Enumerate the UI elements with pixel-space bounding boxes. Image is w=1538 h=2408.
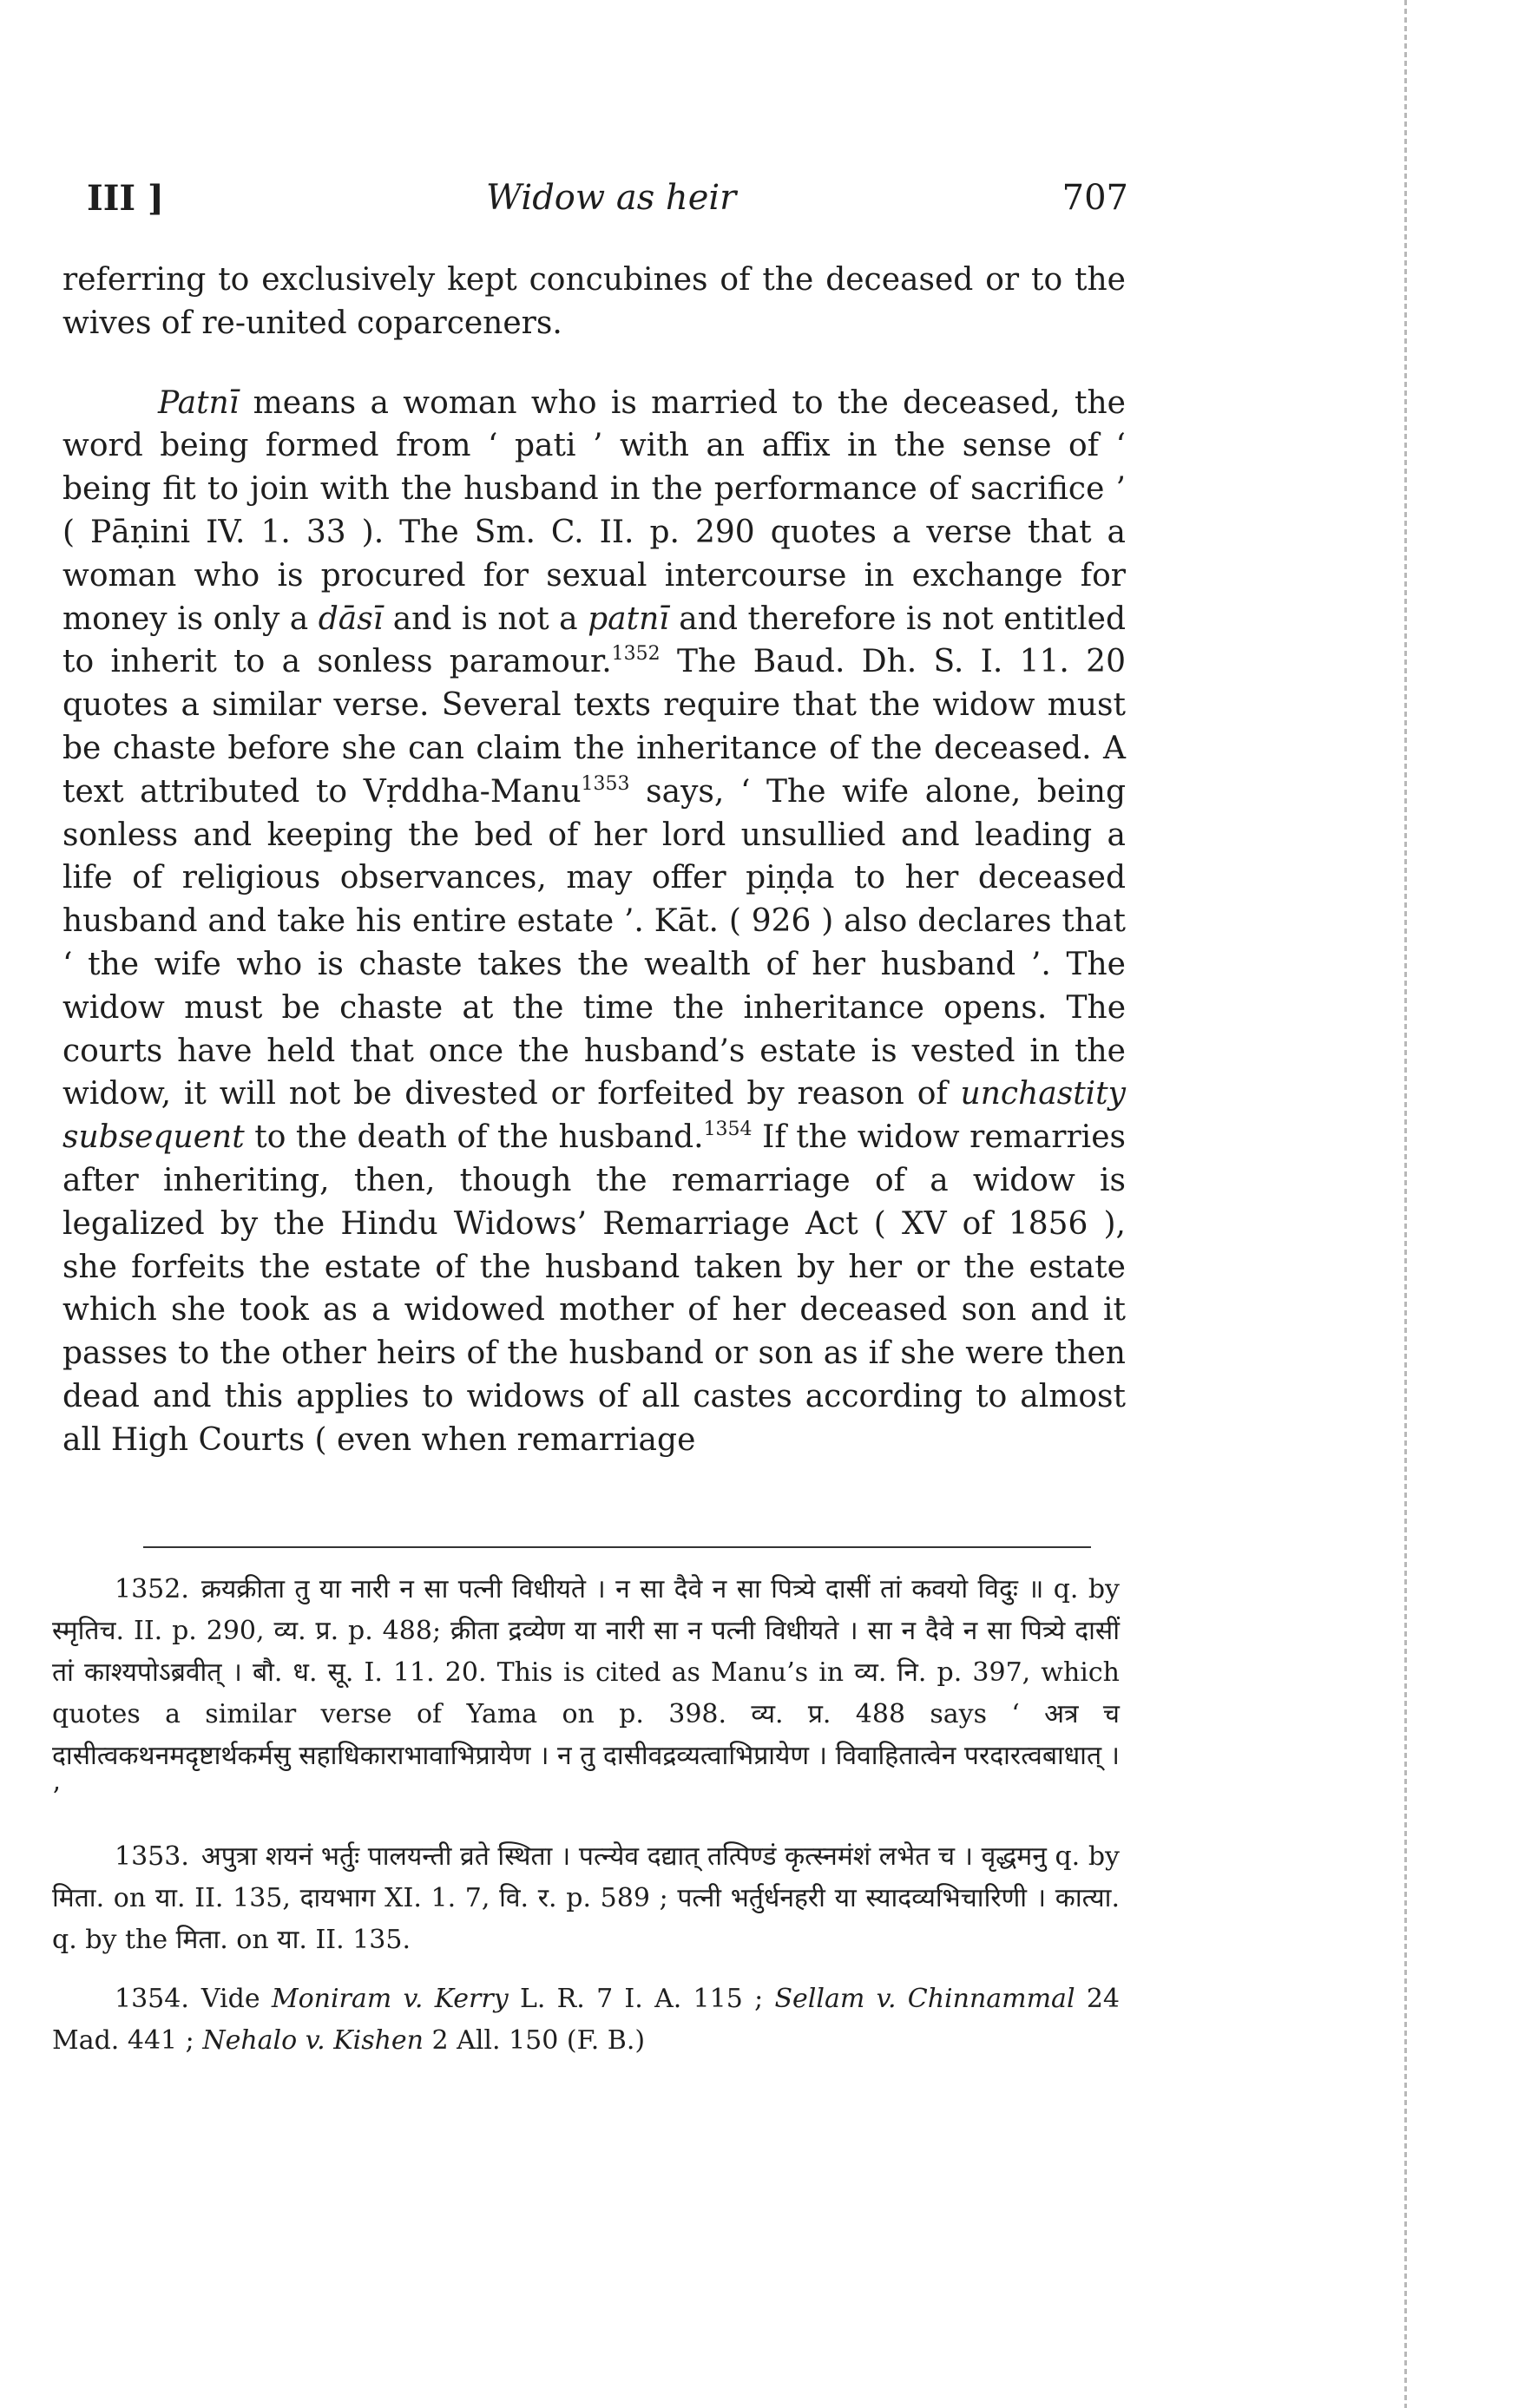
text-run: Vide [200, 1984, 272, 2014]
text-run: L. R. 7 I. A. 115 ; [508, 1984, 775, 2014]
footnote-divider [143, 1546, 1091, 1548]
footnote-1354 [52, 1978, 1120, 2062]
text-run: and therefore is not entitled to inherit to a sonless paramour. [62, 600, 1127, 680]
text-run: The Baud. Dh. S. I. 11. 20 quotes a similar verse. Several texts require that the widow must be chaste before she can claim the inheritance of the deceased. A text attributed to Vṛddha-Manu [62, 644, 1126, 810]
footnote-1353 [52, 1836, 1120, 1961]
text-run: says, ‘ The wife alone, being sonless and keeping the bed of her lord unsullied and leading a life of religious observances, may offer piṇḍa to her deceased husband and take his entire estate ’. Kāt. ( 926 ) also declares that ‘ the wife who is chaste takes the wealth of her husband ’. The widow must be chaste at the time the inheritance opens. The courts have held that once the husband’s estate is vested in the widow, it will not be divested or forfeited by reason of [62, 773, 1127, 1112]
term-dasi: dāsī [318, 600, 384, 637]
footnote-ref-1354: 1354 [703, 1119, 753, 1141]
text-run: 24 Mad. 441 ; [52, 1984, 1120, 2056]
footnote-text: क्रयक्रीता तु या नारी न सा पत्नी विधीयते । न सा दैवे न सा पित्र्ये दासीं तां कवयो विदुः ॥ q. by स्मृतिच. II. p. 290, व्य. प्र. p. 488; क्रीता द्रव्येण या नारी सा न पत्नी विधीयते । सा न दैवे न सा पित्र्ये दासीं तां काश्यपोऽब्रवीत् । बौ. ध. सू. I. 11. 20. This is cited as Manu’s in व्य. नि. p. 397, which quotes a similar verse of Yama on p. 398. व्य. प्र. 488 says ‘ अत्र च दासीत्वकथनमदृष्टार्थकर्मसु सहाधिकाराभावाभिप्रायेण । न तु दासीवद्रव्यत्वाभिप्रायेण । विवाहितात्वेन परदारत्वबाधात् । ’ [52, 1574, 1120, 1813]
footnote-number: 1354. [115, 1984, 189, 2014]
footnote-ref-1352: 1352 [611, 643, 661, 666]
text-run: means a woman who is married to the deceased, the word being formed from ‘ pati ’ with an affix in the sense of ‘ being fit to join with the husband in the performance of sacrifice ’ ( Pāṇini IV. 1. 33 ). The Sm. C. II. p. 290 quotes a verse that a woman who is procured for sexual intercourse in exchange for money is only a [62, 384, 1126, 637]
case-name: Nehalo v. Kishen [202, 2025, 424, 2056]
term-patni: patnī [588, 600, 669, 637]
page-margin-line [1404, 0, 1407, 2408]
text-run: If the widow remarries after inheriting, then, though the remarriage of a widow is legalized by the Hindu Widows’ Remarriage Act ( XV of 1856 ), she forfeits the estate of the husband taken by her or the estate which she took as a widowed mother of her deceased son and it passes to the other heirs of the husband or son as if she were then dead and this applies to widows of all castes according to almost all High Courts ( even when remarriage [62, 1119, 1126, 1458]
text-run: to the death of the husband. [244, 1119, 704, 1156]
term-patni: Patnī [158, 384, 240, 421]
footnote-1352 [52, 1569, 1120, 1819]
patni-paragraph [62, 382, 1126, 1462]
footnotes [52, 1569, 1120, 2079]
text-run: 2 All. 150 (F. B.) [424, 2025, 646, 2056]
footnote-text: अपुत्रा शयनं भर्तुः पालयन्ती व्रते स्थिता । पत्न्येव दद्यात् तत्पिण्डं कृत्स्नमंशं लभेत च । वृद्धमनु q. by मिता. on या. II. 135, दायभाग XI. 1. 7, वि. र. p. 589 ; पत्नी भर्तुर्धनहरी या स्यादव्यभिचारिणी । कात्या. q. by the मिता. on या. II. 135. [52, 1841, 1120, 1955]
continued-paragraph: referring to exclusively kept concubines of the deceased or to the wives of re-united coparceners. [62, 262, 1126, 341]
main-text [62, 259, 1126, 1462]
running-header [87, 178, 1128, 230]
case-name: Moniram v. Kerry [271, 1984, 509, 2014]
footnote-number: 1352. [115, 1574, 189, 1604]
case-name: Sellam v. Chinnammal [774, 1984, 1075, 2014]
footnote-number: 1353. [115, 1841, 189, 1872]
footnote-ref-1353: 1353 [581, 772, 630, 795]
section-number: III ] [87, 178, 164, 219]
emphasis-unchastity: unchastity subsequent [62, 1076, 1126, 1156]
running-title: Widow as heir [486, 178, 737, 218]
page-number: 707 [1061, 178, 1128, 218]
text-run: and is not a [383, 600, 588, 637]
